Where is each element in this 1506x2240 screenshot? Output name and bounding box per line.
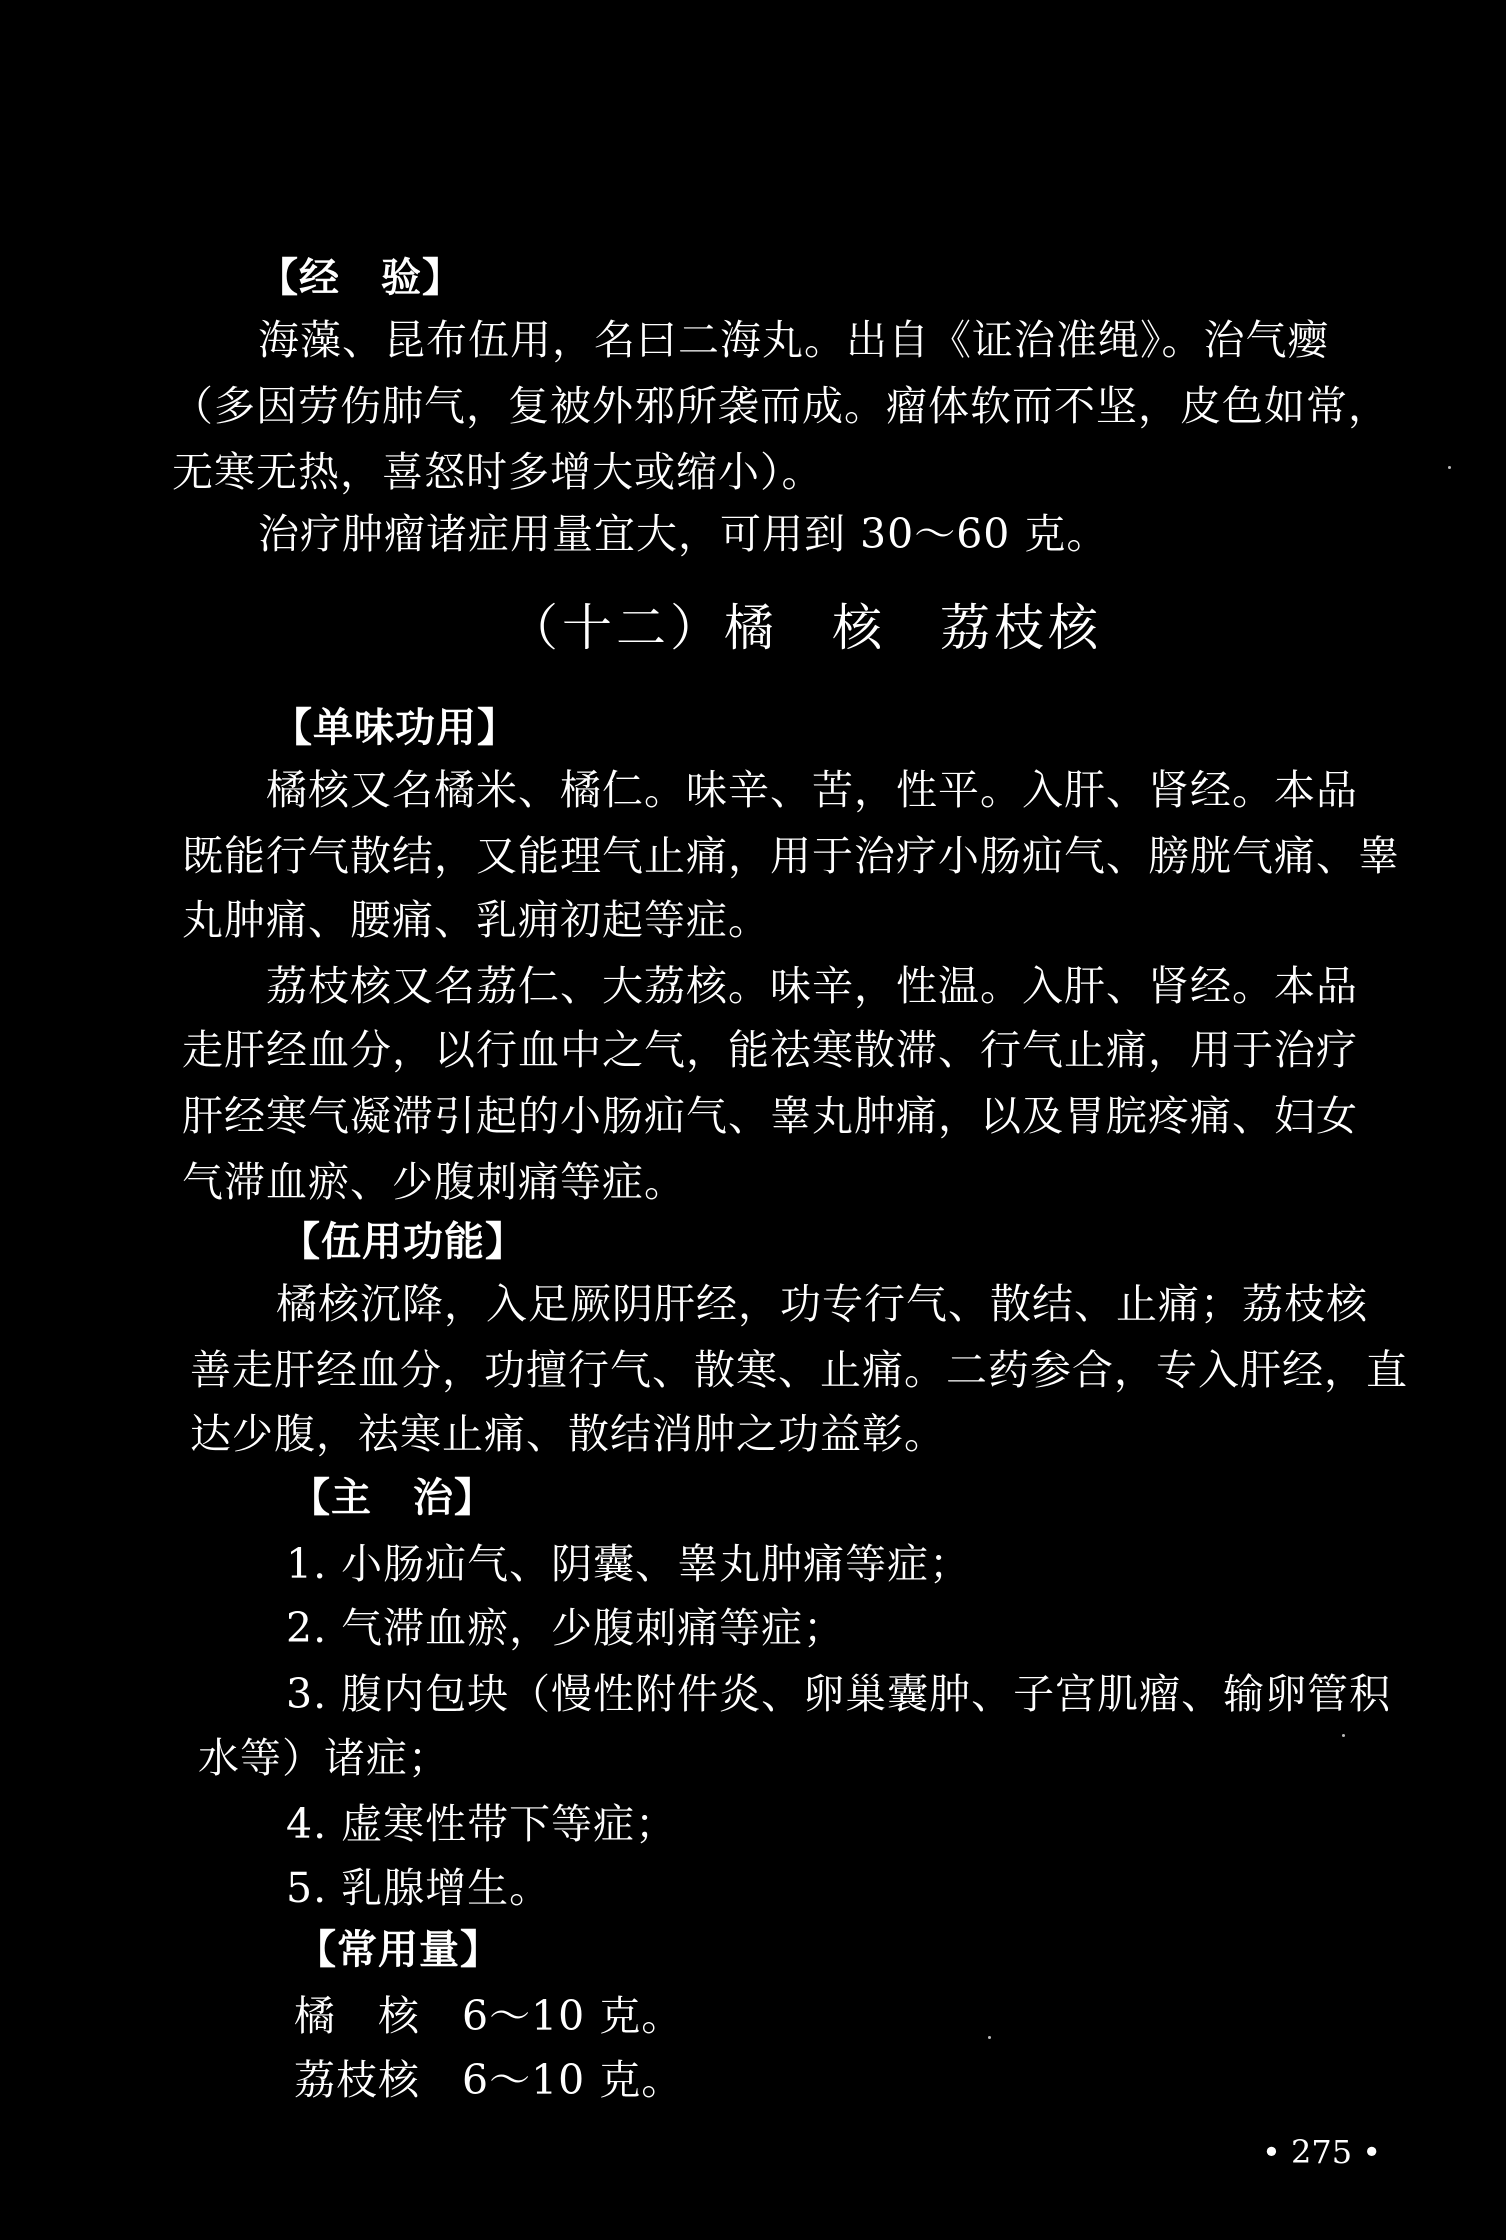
text-line: 肝经寒气凝滞引起的小肠疝气、睾丸肿痛，以及胃脘疼痛、妇女 [182, 1092, 1358, 1140]
heading-jingyan: 【经 验】 [258, 255, 463, 301]
scan-speck [1342, 1734, 1345, 1737]
list-item: 2. 气滞血瘀，少腹刺痛等症； [286, 1604, 846, 1652]
text-line: （多因劳伤肺气，复被外邪所袭而成。瘤体软而不坚，皮色如常， [172, 382, 1390, 430]
dosage-line: 橘 核 6～10 克。 [294, 1992, 684, 2040]
text-line: 丸肿痛、腰痛、乳痈初起等症。 [182, 896, 770, 944]
page-number: • 275 • [1262, 2133, 1382, 2171]
dosage-line: 荔枝核 6～10 克。 [294, 2056, 684, 2104]
text-line: 无寒无热，喜怒时多增大或缩小）。 [172, 448, 824, 496]
text-line: 海藻、昆布伍用，名曰二海丸。出自《证治准绳》。治气瘿 [258, 316, 1330, 364]
text-line: 既能行气散结，又能理气止痛，用于治疗小肠疝气、膀胱气痛、睾 [182, 832, 1400, 880]
section-title: （十二）橘 核 荔枝核 [508, 599, 1102, 657]
list-item: 3. 腹内包块（慢性附件炎、卵巢囊肿、子宫肌瘤、输卵管积 [286, 1670, 1392, 1718]
text-line: 橘核沉降，入足厥阴肝经，功专行气、散结、止痛；荔枝核 [276, 1280, 1368, 1328]
text-line: 治疗肿瘤诸症用量宜大，可用到 30～60 克。 [258, 510, 1109, 558]
heading-zhuzhi: 【主 治】 [290, 1475, 495, 1521]
list-item: 4. 虚寒性带下等症； [286, 1800, 678, 1848]
text-line: 荔枝核又名荔仁、大荔核。味辛，性温。入肝、肾经。本品 [266, 962, 1358, 1010]
list-item: 水等）诸症； [198, 1734, 450, 1782]
scan-speck [988, 2036, 991, 2039]
text-line: 达少腹，祛寒止痛、散结消肿之功益彰。 [190, 1410, 946, 1458]
heading-yongliang: 【常用量】 [296, 1927, 501, 1973]
heading-wuyong: 【伍用功能】 [280, 1219, 526, 1265]
text-line: 橘核又名橘米、橘仁。味辛、苦，性平。入肝、肾经。本品 [266, 766, 1358, 814]
scan-speck [1448, 466, 1451, 469]
list-item: 1. 小肠疝气、阴囊、睾丸肿痛等症； [286, 1540, 972, 1588]
text-line: 气滞血瘀、少腹刺痛等症。 [182, 1158, 686, 1206]
list-item: 5. 乳腺增生。 [286, 1864, 552, 1912]
heading-danwei: 【单味功用】 [272, 705, 518, 751]
text-line: 善走肝经血分，功擅行气、散寒、止痛。二药参合，专入肝经，直 [190, 1346, 1408, 1394]
text-line: 走肝经血分，以行血中之气，能祛寒散滞、行气止痛，用于治疗 [182, 1026, 1358, 1074]
